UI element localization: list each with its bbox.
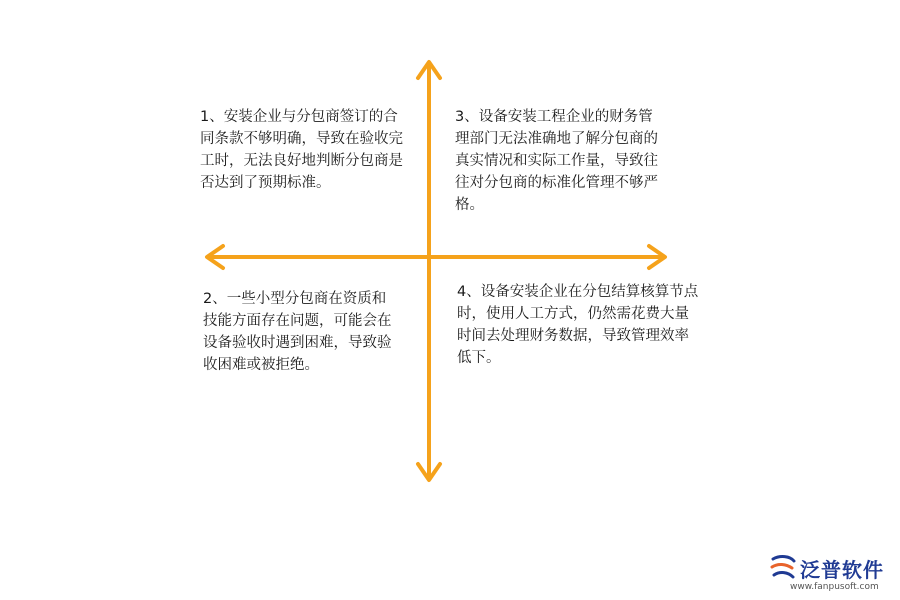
logo-mark-icon (768, 553, 798, 583)
quadrant-text-bottom-right: 4、设备安装企业在分包结算核算节点时，使用人工方式，仍然需花费大量时间去处理财务数据，导致管理效率低下。 (457, 284, 699, 366)
quadrant-text-top-right: 3、设备安装工程企业的财务管理部门无法准确地了解分包商的真实情况和实际工作量，导致往往对分包商的标准化管理不够严格。 (455, 109, 658, 213)
logo-url: www.fanpusoft.com (790, 582, 879, 592)
brand-logo (768, 553, 893, 593)
quadrant-text-bottom-left: 2、一些小型分包商在资质和技能方面存在问题，可能会在设备验收时遇到困难，导致验收困难或被拒绝。 (203, 291, 392, 373)
quadrant-text-top-left: 1、安装企业与分包商签订的合同条款不够明确，导致在验收完工时，无法良好地判断分包商是否达到了预期标准。 (200, 109, 403, 191)
logo-name: 泛普软件 (800, 558, 884, 582)
